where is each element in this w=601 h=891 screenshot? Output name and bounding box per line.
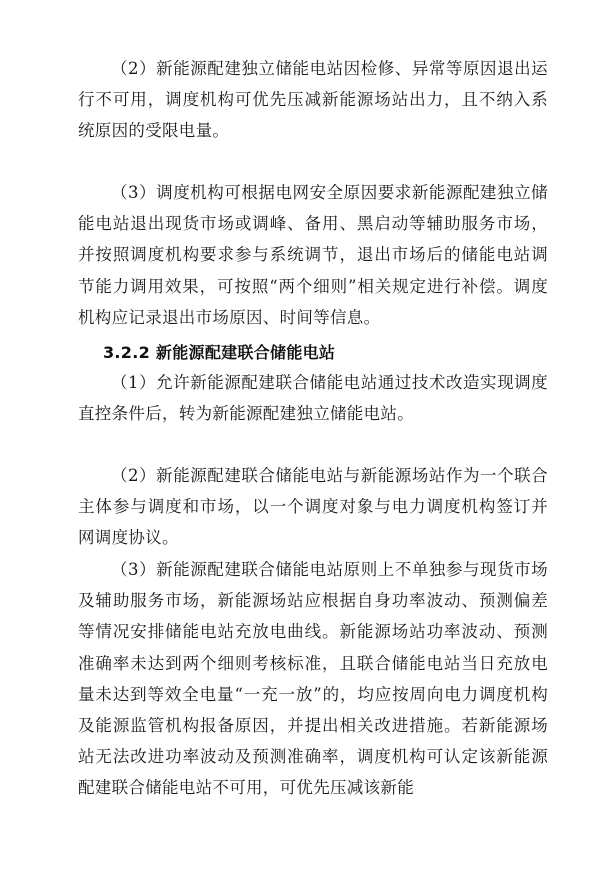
paragraph-dispatch-exit-market: （3）调度机构可根据电网安全原因要求新能源配建独立储能电站退出现货市场或调峰、备用、黑启动等辅助服务市场，并按照调度机构要求参与系统调节，退出市场后的储能电站调节能力调用效果，可按照“两个细则”相关规定进行补偿。调度机构应记录退出市场原因、时间等信息。 (78, 183, 548, 327)
paragraph-joint-entity: （2）新能源配建联合储能电站与新能源场站作为一个联合主体参与调度和市场，以一个调度对象与电力调度机构签订并网调度协议。 (78, 466, 548, 548)
paragraph-market-participation: （3）新能源配建联合储能电站原则上不单独参与现货市场及辅助服务市场，新能源场站应根据自身功率波动、预测偏差等情况安排储能电站充放电曲线。新能源场站功率波动、预测准确率未达到两个细则考核标准，且联合储能电站当日充放电量未达到等效全电量“一充一放”的，均应按周向电力调度机构及能源监管机构报备原因，并提出相关改进措施。若新能源场站无法改进功率波动及预测准确率，调度机构可认定该新能源配建联合储能电站不可用，可优先压减该新能 (78, 560, 548, 798)
paragraph-independent-storage-outage: （2）新能源配建独立储能电站因检修、异常等原因退出运行不可用，调度机构可优先压减新能源场站出力，且不纳入系统原因的受限电量。 (78, 59, 548, 141)
paragraph-technical-retrofit: （1）允许新能源配建联合储能电站通过技术改造实现调度直控条件后，转为新能源配建独立储能电站。 (78, 373, 548, 424)
section-heading: 3.2.2 新能源配建联合储能电站 (103, 343, 336, 362)
